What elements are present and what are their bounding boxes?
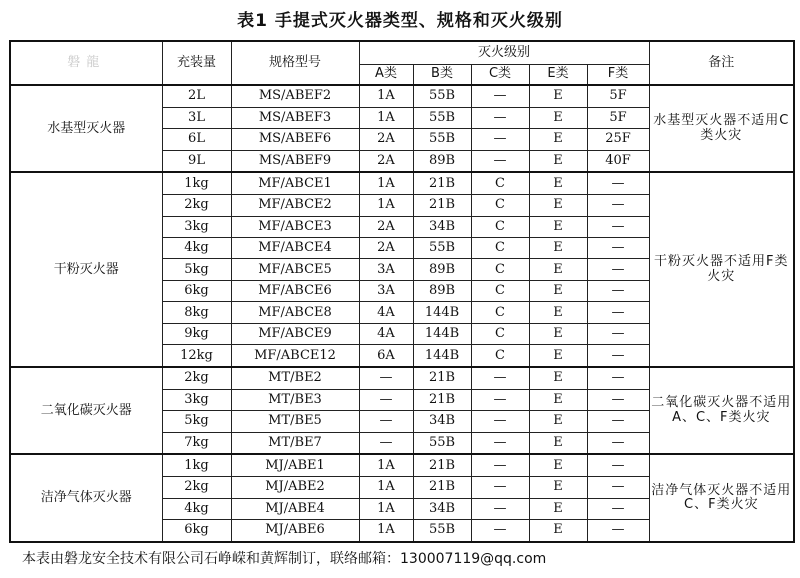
cell-class-c: C (471, 280, 529, 301)
cell-class-c: C (471, 259, 529, 280)
cell-fill-amount: 12kg (162, 345, 231, 367)
category-name: 水基型灭火器 (10, 85, 162, 172)
cell-class-e: E (529, 216, 587, 237)
cell-fill-amount: 2kg (162, 367, 231, 389)
cell-class-e: E (529, 85, 587, 107)
cell-model: MT/BE5 (231, 411, 359, 432)
cell-class-f: — (587, 345, 649, 367)
cell-class-e: E (529, 172, 587, 194)
cell-class-f: — (587, 454, 649, 476)
cell-class-f: — (587, 280, 649, 301)
cell-class-c: — (471, 432, 529, 454)
cell-class-a: 3A (359, 280, 413, 301)
cell-class-b: 144B (413, 302, 471, 323)
extinguisher-table (9, 40, 795, 543)
cell-class-f: — (587, 259, 649, 280)
cell-model: MS/ABEF2 (231, 85, 359, 107)
cell-class-c: — (471, 477, 529, 498)
cell-class-e: E (529, 107, 587, 128)
cell-model: MS/ABEF9 (231, 150, 359, 172)
cell-class-a: 1A (359, 520, 413, 542)
cell-class-e: E (529, 280, 587, 301)
cell-class-f: — (587, 302, 649, 323)
remark-note: 洁净气体灭火器不适用C、F类火灾 (649, 454, 794, 542)
cell-class-b: 21B (413, 367, 471, 389)
cell-class-c: — (471, 454, 529, 476)
cell-model: MF/ABCE5 (231, 259, 359, 280)
cell-class-e: E (529, 259, 587, 280)
cell-class-b: 55B (413, 520, 471, 542)
cell-class-b: 89B (413, 280, 471, 301)
cell-class-f: 5F (587, 85, 649, 107)
cell-class-b: 144B (413, 323, 471, 344)
header-class-c: C类 (471, 64, 529, 85)
cell-model: MJ/ABE4 (231, 498, 359, 519)
cell-class-f: 40F (587, 150, 649, 172)
cell-class-f: — (587, 195, 649, 216)
cell-class-f: — (587, 216, 649, 237)
cell-fill-amount: 5kg (162, 411, 231, 432)
cell-class-c: — (471, 150, 529, 172)
cell-class-e: E (529, 520, 587, 542)
cell-class-c: — (471, 411, 529, 432)
cell-class-a: 1A (359, 195, 413, 216)
cell-class-b: 55B (413, 85, 471, 107)
cell-fill-amount: 1kg (162, 172, 231, 194)
cell-class-f: — (587, 498, 649, 519)
cell-class-a: 4A (359, 323, 413, 344)
footer-note: 本表由磐龙安全技术有限公司石峥嵘和黄辉制订，联络邮箱：130007119@qq.com (22, 551, 547, 567)
cell-class-e: E (529, 302, 587, 323)
cell-class-e: E (529, 432, 587, 454)
header-class-b: B类 (413, 64, 471, 85)
cell-class-a: — (359, 367, 413, 389)
cell-class-b: 34B (413, 411, 471, 432)
cell-class-a: 6A (359, 345, 413, 367)
header-fill-amount: 充装量 (162, 41, 231, 85)
cell-model: MF/ABCE2 (231, 195, 359, 216)
cell-class-f: — (587, 172, 649, 194)
cell-model: MJ/ABE6 (231, 520, 359, 542)
cell-fill-amount: 3kg (162, 216, 231, 237)
cell-class-b: 21B (413, 172, 471, 194)
cell-class-b: 89B (413, 259, 471, 280)
table-title: 表1 手提式灭火器类型、规格和灭火级别 (237, 11, 563, 31)
cell-class-c: C (471, 216, 529, 237)
cell-fill-amount: 2kg (162, 477, 231, 498)
cell-class-a: 4A (359, 302, 413, 323)
table-row (10, 454, 794, 476)
cell-class-b: 34B (413, 498, 471, 519)
cell-class-b: 21B (413, 477, 471, 498)
table-row (10, 367, 794, 389)
remark-note: 干粉灭火器不适用F类火灾 (649, 172, 794, 367)
remark-note: 水基型灭火器不适用C类火灾 (649, 85, 794, 172)
cell-class-f: 25F (587, 129, 649, 150)
table-body (10, 85, 794, 542)
cell-class-f: — (587, 238, 649, 259)
cell-class-b: 21B (413, 454, 471, 476)
header-class-e: E类 (529, 64, 587, 85)
cell-fill-amount: 9kg (162, 323, 231, 344)
cell-fill-amount: 4kg (162, 238, 231, 259)
cell-fill-amount: 6kg (162, 520, 231, 542)
cell-fill-amount: 5kg (162, 259, 231, 280)
cell-class-b: 21B (413, 389, 471, 410)
cell-fill-amount: 3L (162, 107, 231, 128)
table-row (10, 85, 794, 107)
cell-model: MT/BE7 (231, 432, 359, 454)
cell-model: MF/ABCE8 (231, 302, 359, 323)
cell-fill-amount: 1kg (162, 454, 231, 476)
cell-class-b: 89B (413, 150, 471, 172)
header-model: 规格型号 (231, 41, 359, 85)
cell-class-a: 1A (359, 85, 413, 107)
cell-class-a: 1A (359, 107, 413, 128)
cell-class-a: 2A (359, 129, 413, 150)
cell-class-f: — (587, 411, 649, 432)
cell-class-a: 1A (359, 172, 413, 194)
header-fire-rating: 灭火级别 (359, 41, 649, 64)
header-remark: 备注 (649, 41, 794, 85)
cell-class-f: — (587, 432, 649, 454)
cell-class-e: E (529, 345, 587, 367)
cell-class-a: — (359, 389, 413, 410)
cell-class-f: — (587, 389, 649, 410)
cell-fill-amount: 8kg (162, 302, 231, 323)
cell-class-c: — (471, 498, 529, 519)
cell-class-c: — (471, 107, 529, 128)
cell-class-a: 1A (359, 477, 413, 498)
cell-class-b: 34B (413, 216, 471, 237)
cell-class-a: 2A (359, 150, 413, 172)
cell-class-a: 1A (359, 498, 413, 519)
cell-class-a: 2A (359, 216, 413, 237)
cell-class-c: — (471, 520, 529, 542)
cell-class-e: E (529, 411, 587, 432)
cell-class-c: C (471, 238, 529, 259)
cell-model: MT/BE3 (231, 389, 359, 410)
cell-class-a: 3A (359, 259, 413, 280)
remark-note: 二氧化碳灭火器不适用A、C、F类火灾 (649, 367, 794, 454)
cell-class-b: 55B (413, 129, 471, 150)
cell-class-c: — (471, 367, 529, 389)
cell-class-a: — (359, 411, 413, 432)
cell-class-f: 5F (587, 107, 649, 128)
category-name: 干粉灭火器 (10, 172, 162, 367)
cell-class-e: E (529, 477, 587, 498)
cell-class-c: — (471, 389, 529, 410)
cell-fill-amount: 2kg (162, 195, 231, 216)
cell-model: MJ/ABE1 (231, 454, 359, 476)
cell-class-e: E (529, 498, 587, 519)
cell-class-e: E (529, 367, 587, 389)
cell-class-c: C (471, 195, 529, 216)
cell-fill-amount: 6L (162, 129, 231, 150)
cell-model: MF/ABCE4 (231, 238, 359, 259)
category-name: 洁净气体灭火器 (10, 454, 162, 542)
cell-class-c: C (471, 302, 529, 323)
logo-watermark: 磐龍 (10, 41, 162, 85)
cell-model: MF/ABCE3 (231, 216, 359, 237)
cell-class-e: E (529, 454, 587, 476)
cell-class-a: 2A (359, 238, 413, 259)
header-class-f: F类 (587, 64, 649, 85)
cell-fill-amount: 3kg (162, 389, 231, 410)
cell-model: MJ/ABE2 (231, 477, 359, 498)
cell-model: MS/ABEF6 (231, 129, 359, 150)
cell-class-f: — (587, 520, 649, 542)
cell-class-b: 55B (413, 432, 471, 454)
cell-class-b: 144B (413, 345, 471, 367)
cell-class-e: E (529, 150, 587, 172)
cell-class-e: E (529, 238, 587, 259)
cell-class-c: — (471, 85, 529, 107)
cell-class-e: E (529, 323, 587, 344)
cell-class-e: E (529, 129, 587, 150)
table-row (10, 172, 794, 194)
cell-fill-amount: 6kg (162, 280, 231, 301)
cell-model: MF/ABCE1 (231, 172, 359, 194)
cell-class-f: — (587, 323, 649, 344)
cell-class-c: C (471, 172, 529, 194)
cell-class-c: C (471, 323, 529, 344)
cell-model: MS/ABEF3 (231, 107, 359, 128)
cell-class-b: 55B (413, 107, 471, 128)
cell-class-a: — (359, 432, 413, 454)
cell-fill-amount: 2L (162, 85, 231, 107)
cell-class-f: — (587, 477, 649, 498)
category-name: 二氧化碳灭火器 (10, 367, 162, 454)
cell-model: MF/ABCE12 (231, 345, 359, 367)
cell-model: MT/BE2 (231, 367, 359, 389)
cell-class-c: C (471, 345, 529, 367)
cell-class-b: 55B (413, 238, 471, 259)
cell-class-b: 21B (413, 195, 471, 216)
cell-class-c: — (471, 129, 529, 150)
cell-class-f: — (587, 367, 649, 389)
cell-fill-amount: 9L (162, 150, 231, 172)
header-class-a: A类 (359, 64, 413, 85)
cell-model: MF/ABCE9 (231, 323, 359, 344)
cell-fill-amount: 4kg (162, 498, 231, 519)
cell-class-e: E (529, 195, 587, 216)
cell-model: MF/ABCE6 (231, 280, 359, 301)
cell-class-e: E (529, 389, 587, 410)
cell-class-a: 1A (359, 454, 413, 476)
cell-fill-amount: 7kg (162, 432, 231, 454)
